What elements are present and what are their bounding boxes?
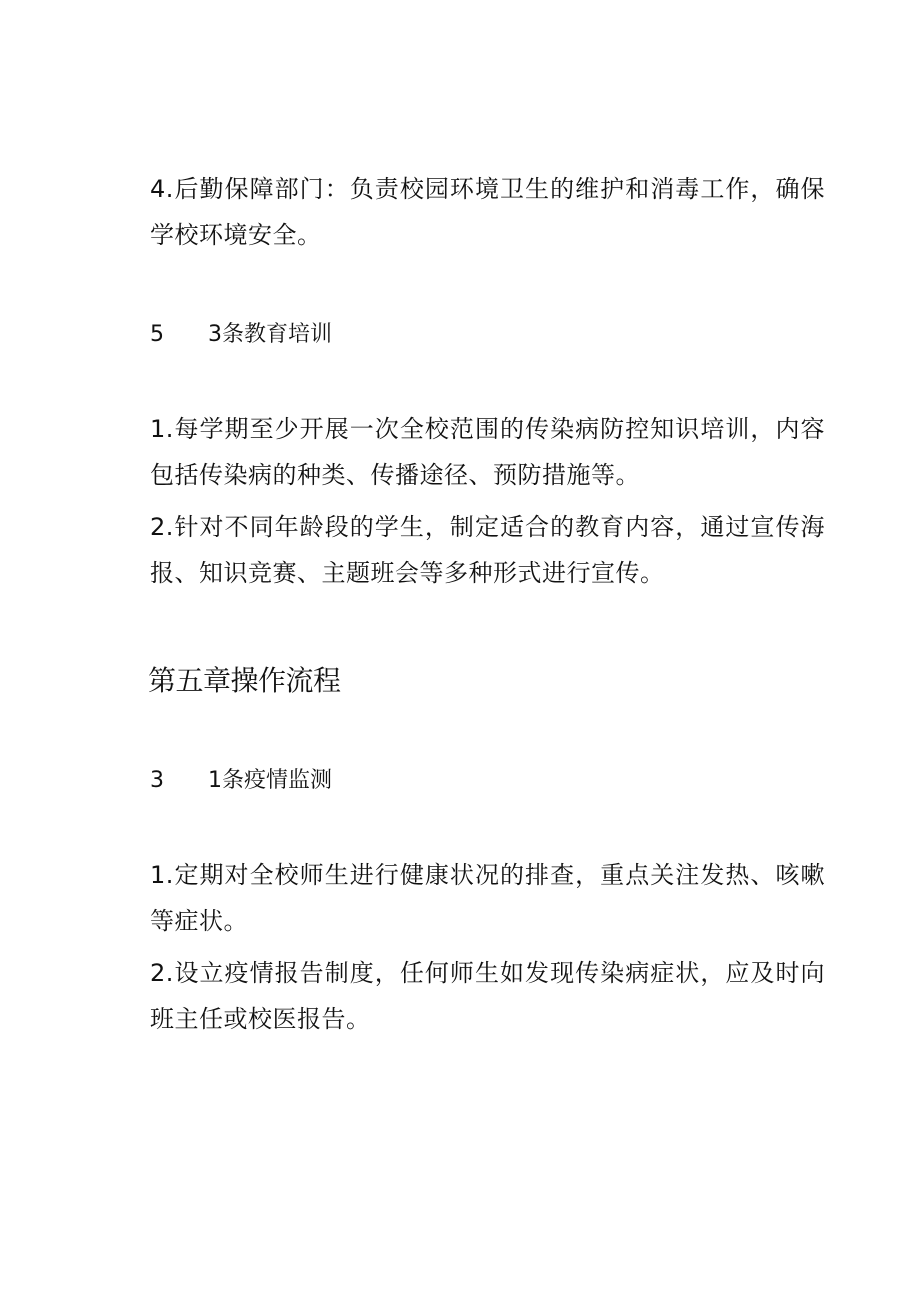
article-number: 3: [150, 768, 164, 793]
article-title: 3条教育培训: [208, 322, 332, 347]
article-number: 5: [150, 322, 164, 347]
article-title: 1条疫情监测: [208, 768, 332, 793]
paragraph-text: .后勤保障部门：负责校园环境卫生的维护和消毒工作，确保学校环境安全。: [150, 175, 825, 249]
paragraph-text: .针对不同年龄段的学生，制定适合的教育内容，通过宣传海报、知识竞赛、主题班会等多种形式进行宣传。: [150, 513, 825, 587]
item-number: 2: [150, 513, 166, 541]
item-number: 1: [150, 861, 166, 889]
item-number: 4: [150, 175, 166, 203]
article-heading-epidemic-monitoring: [150, 766, 332, 796]
paragraph-education-content: [150, 504, 825, 596]
paragraph-training-frequency: [150, 406, 825, 498]
article-heading-education-training: [150, 320, 332, 350]
paragraph-text: .定期对全校师生进行健康状况的排查，重点关注发热、咳嗽等症状。: [150, 861, 825, 935]
item-number: 2: [150, 959, 166, 987]
paragraph-health-screening: [150, 852, 825, 944]
paragraph-logistics-dept: [150, 166, 825, 258]
item-number: 1: [150, 415, 166, 443]
paragraph-text: .设立疫情报告制度，任何师生如发现传染病症状，应及时向班主任或校医报告。: [150, 959, 825, 1033]
chapter-title: 第五章操作流程: [148, 664, 341, 697]
paragraph-text: .每学期至少开展一次全校范围的传染病防控知识培训，内容包括传染病的种类、传播途径、预防措施等。: [150, 415, 825, 489]
paragraph-reporting-system: [150, 950, 825, 1042]
